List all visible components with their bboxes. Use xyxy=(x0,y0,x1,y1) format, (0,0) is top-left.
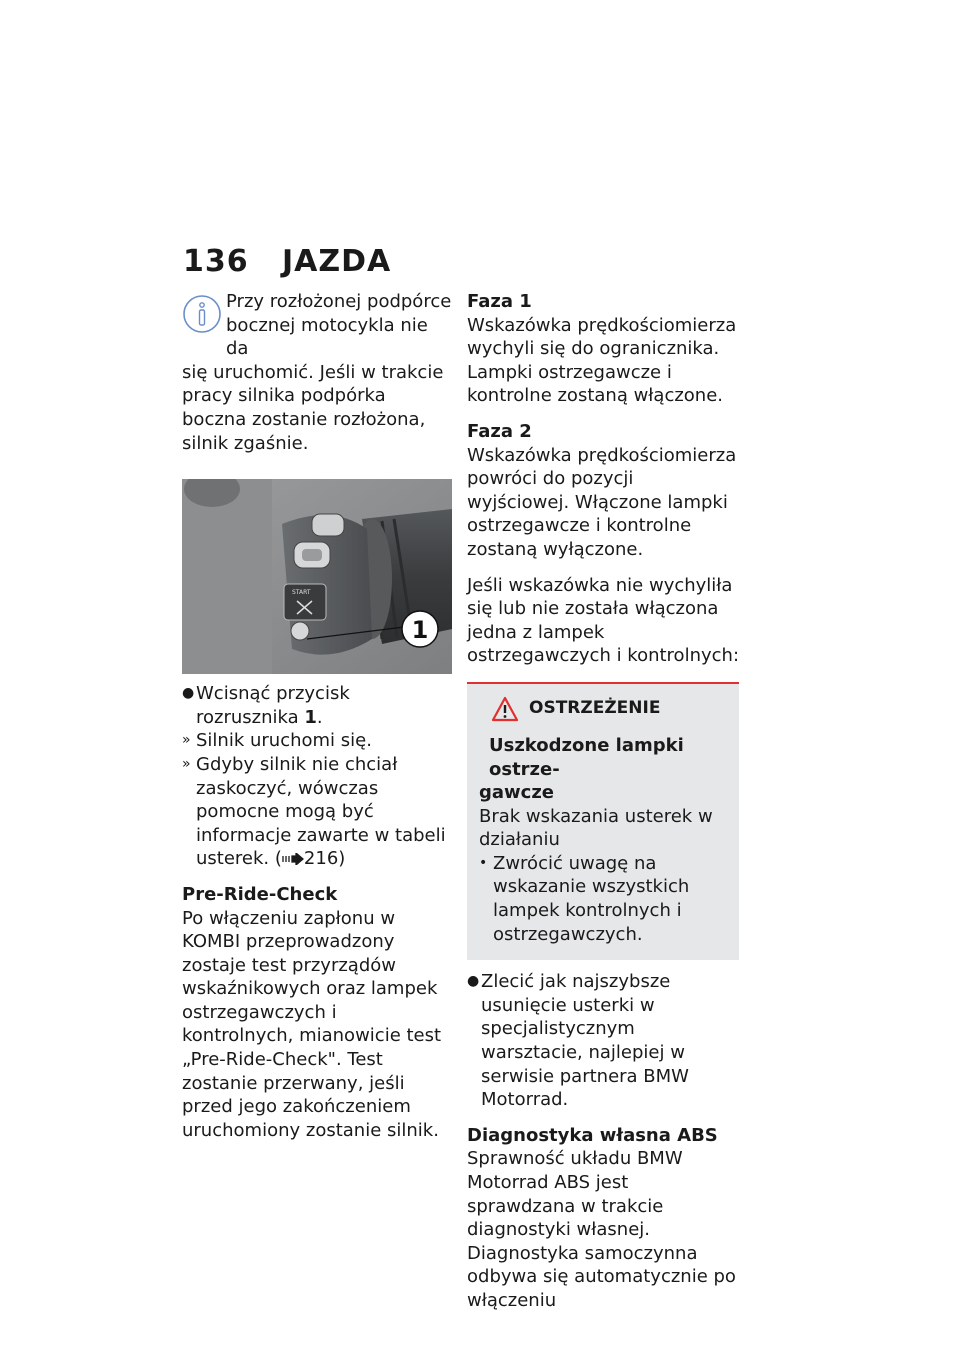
phase-1-title: Faza 1 xyxy=(467,291,532,312)
warning-subtitle: Uszkodzone lampki ostrze- gawcze xyxy=(479,734,684,804)
warning-triangle-icon xyxy=(491,696,519,722)
warning-box xyxy=(467,682,739,960)
abs-title: Diagnostyka własna ABS xyxy=(467,1124,718,1146)
page-number: 136 xyxy=(183,244,249,279)
svg-text:START: START xyxy=(292,589,311,597)
page-reference[interactable]: 216 xyxy=(303,848,339,870)
right-column xyxy=(467,290,739,1313)
list-item: ● Zlecić jak najszybsze usunięcie usterki w specjalistycznym warsztacie, najlepiej w serwisie partnera BMW Motorrad. xyxy=(467,971,689,1111)
list-item: » Silnik uruchomi się. xyxy=(182,730,372,752)
warning-title: OSTRZEŻENIE xyxy=(529,698,661,719)
abs-text: Sprawność układu BMW Motorrad ABS jest sprawdzana w trakcie diagnostyki własnej. Diagnostyka samoczynna odbywa się automatycznie po włączeniu xyxy=(467,1148,736,1311)
step-list xyxy=(182,682,452,871)
page-ref-arrow-icon xyxy=(282,853,304,865)
warning-list xyxy=(479,852,729,946)
phase-2-text: Wskazówka prędkościomierza powróci do pozycji wyjściowej. Włączone lampki ostrzegawcze i kontrolne zostaną wyłączone. xyxy=(467,444,737,560)
list-item: ● Wcisnąć przycisk rozrusznika 1. xyxy=(182,683,350,728)
section-text: Po włączeniu zapłonu w KOMBI przeprowadzony zostaje test przyrządów wskaźnikowych oraz lampek ostrzegawczych i kontrolnych, mianowicie test „Pre-Ride-Check". Test zostanie przerwany, jeśli przed jego zakończeniem uruchomiony zostanie silnik. xyxy=(182,907,442,1141)
photo-callout: 1 xyxy=(411,616,429,645)
chapter-title: JAZDA xyxy=(282,244,392,279)
info-text-rest: się uruchomić. Jeśli w trakcie pracy silnika podpórka boczna zostanie rozłożona, silnik zgaśnie. xyxy=(182,361,444,454)
list-item: • Zwrócić uwagę na wskazanie wszystkich lampek kontrolnych i ostrzegawczych. xyxy=(479,852,690,945)
warning-description: Brak wskazania usterek w działaniu xyxy=(479,805,713,851)
info-line-2: bocznej motocykla nie da xyxy=(226,314,428,360)
info-line-1: Przy rozłożonej podpórce xyxy=(226,291,452,312)
phase-1-text: Wskazówka prędkościomierza wychyli się do ogranicznika. Lampki ostrzegawcze i kontrolne zostaną włączone. xyxy=(467,314,737,407)
info-note xyxy=(182,290,452,455)
handlebar-switch-photo xyxy=(182,479,452,674)
list-item: » Gdyby silnik nie chciał zaskoczyć, wówczas pomocne mogą być informacje zawarte w tabeli usterek. ( 216) xyxy=(182,753,446,870)
left-column xyxy=(182,290,452,1142)
info-icon xyxy=(182,294,222,334)
section-title: Pre-Ride-Check xyxy=(182,883,338,905)
phase-2-title: Faza 2 xyxy=(467,420,532,442)
action-list xyxy=(467,970,739,1112)
failure-text: Jeśli wskazówka nie wychyliła się lub nie została włączona jedna z lampek ostrzegawczych i kontrolnych: xyxy=(467,574,740,667)
